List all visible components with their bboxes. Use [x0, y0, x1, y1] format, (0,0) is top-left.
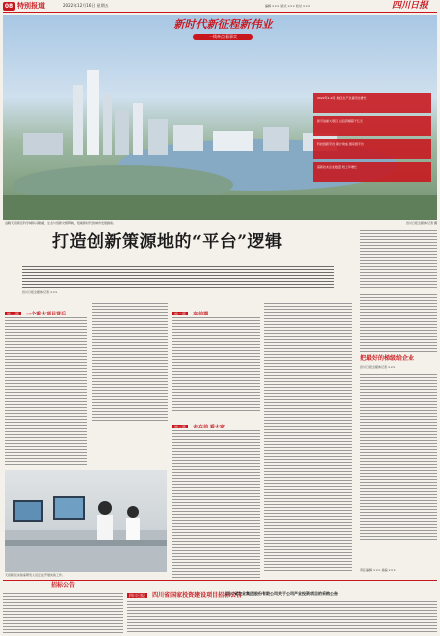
ad-label: 四川日报 [129, 593, 145, 598]
ad-title: 四川省国家投资建设项目招标公告 [152, 592, 243, 599]
body-text [172, 315, 260, 411]
body-text [360, 228, 437, 288]
ad-body [3, 591, 123, 634]
body-text [360, 372, 437, 542]
hero-photo [3, 15, 437, 220]
ad-subtitle: 四川省农业集团股份有限公司关于公司产业投资项目的采购公告 [226, 591, 338, 596]
ad-project-notice [127, 582, 437, 636]
callout-box [313, 93, 431, 113]
callout-box [313, 162, 431, 182]
callout-text: 2022年1-9月 地区生产总值同比增长 [317, 96, 367, 100]
main-headline: 打造创新策源地的“平台”逻辑 [52, 232, 283, 252]
lab-photo-caption: 天府新区实验室研究人员正在开展实验工作。 [5, 573, 66, 577]
editors-credit: 责任编辑 ××× 美编 ××× [360, 568, 396, 572]
editor-line: 编辑 ××× 版式 ××× 校对 ××× [265, 4, 311, 8]
side-article-byline: 四川日报全媒体记者 ××× [360, 365, 396, 369]
photo-credit: 四川日报全媒体记者 摄 [406, 221, 437, 225]
intro-byline: 四川日报全媒体记者 ××× [22, 290, 58, 294]
section-label: 特别报道 [17, 2, 45, 10]
newspaper-logo: 四川日报 [392, 1, 429, 11]
side-article-title: 把最好的梯级给企业 [360, 355, 415, 362]
lab-scene-illustration [5, 470, 167, 572]
body-text [92, 301, 168, 423]
banner-headline: 新时代新征程新伟业 [173, 18, 273, 31]
body-text [5, 315, 87, 467]
callout-text: 科技创新平台 累计建成 国家级平台 [317, 142, 364, 146]
callout-text: 新引进重大项目 总投资额超千亿元 [317, 119, 363, 123]
masthead [0, 0, 440, 14]
page-number-badge: 08 [4, 3, 14, 10]
issue-date: 2022年12月16日 星期五 [63, 3, 109, 8]
callout-box [313, 116, 431, 136]
ads-divider [3, 580, 437, 581]
body-text [172, 428, 260, 578]
callout-text: 高新技术企业数量 较上年增长 [317, 165, 357, 169]
photo-caption: 远眺天府新区科学城和兴隆湖，生态与创新交相辉映，绘就新时代的城市发展画卷。 [5, 221, 117, 225]
ad-title: 招标公告 [50, 582, 75, 589]
lab-photo [5, 470, 167, 572]
banner-subhead: 一线牵点看事实 [193, 34, 253, 40]
ad-tender-notice [3, 582, 123, 636]
masthead-rule [3, 12, 437, 13]
banner [143, 18, 303, 48]
body-text [360, 292, 437, 352]
body-text [264, 301, 352, 573]
intro-text [22, 264, 334, 288]
callout-box [313, 139, 431, 159]
ad-body [127, 599, 437, 634]
